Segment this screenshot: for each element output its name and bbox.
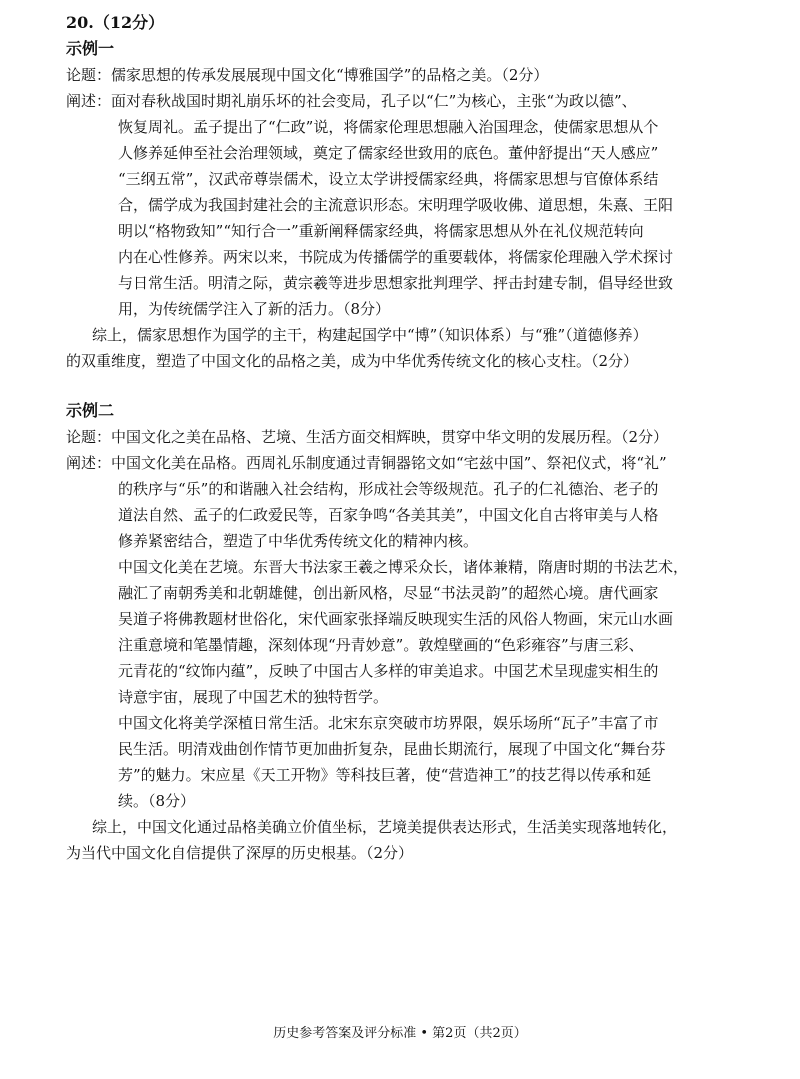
example-two-paragraph-life (66, 710, 756, 814)
argument-line: “三纲五常”，汉武帝尊崇儒术，设立太学讲授儒家经典，将儒家思想与官僚体系结 (118, 170, 659, 188)
paragraph-line: 融汇了南朝秀美和北朝雄健，创出新风格，尽显“书法灵韵”的超然心境。唐代画家 (118, 584, 659, 602)
example-one-title: 示例一 (66, 39, 115, 58)
argument-line: 明以“格物致知”“知行合一”重新阐释儒家经典，将儒家思想从外在礼仪规范转向 (118, 222, 644, 240)
paragraph-line: 注重意境和笔墨情趣，深刻体现“丹青妙意”。敦煌壁画的“色彩雍容”与唐三彩、 (118, 636, 644, 654)
argument-line: 合，儒学成为我国封建社会的主流意识形态。宋明理学吸收佛、道思想，朱熹、王阳 (118, 196, 674, 214)
example-two-thesis: 论题：中国文化之美在品格、艺境、生活方面交相辉映，贯穿中华文明的发展历程。（2分） (66, 428, 669, 446)
paragraph-line: 元青花的“纹饰内蕴”，反映了中国古人多样的审美追求。中国艺术呈现虚实相生的 (118, 662, 659, 680)
paragraph-line: 民生活。明清戏曲创作情节更加曲折复杂，昆曲长期流行，展现了中国文化“舞台芬 (118, 740, 666, 758)
paragraph-line: 中国文化美在艺境。东晋大书法家王羲之博采众长，诸体兼精，隋唐时期的书法艺术， (118, 558, 689, 576)
argument-line: 人修养延伸至社会治理领域，奠定了儒家经世致用的底色。董仲舒提出“天人感应” (118, 144, 659, 162)
question-number-score: 20.（12分） (66, 13, 165, 32)
example-two-title: 示例二 (66, 401, 115, 420)
paragraph-line: 诗意宇宙，展现了中国艺术的独特哲学。 (118, 688, 389, 706)
conclusion-line: 的双重维度，塑造了中国文化的品格之美，成为中华优秀传统文化的核心支柱。（2分） (66, 352, 639, 370)
argument-line: 与日常生活。明清之际，黄宗羲等进步思想家批判理学、抨击封建专制，倡导经世致 (118, 274, 674, 292)
example-two-paragraph-character (66, 450, 756, 554)
paragraph-line: 续。（8分） (118, 792, 196, 810)
paragraph-line: 阐述：中国文化美在品格。西周礼乐制度通过青铜器铭文如“宅兹中国”、祭祀仪式，将“礼” (66, 454, 667, 472)
argument-line: 恢复周礼。孟子提出了“仁政”说，将儒家伦理思想融入治国理念，使儒家思想从个 (118, 118, 659, 136)
paragraph-line: 修养紧密结合，塑造了中华优秀传统文化的精神内核。 (118, 532, 479, 550)
example-one-conclusion (66, 322, 756, 374)
conclusion-line: 综上，中国文化通过品格美确立价值坐标，艺境美提供表达形式，生活美实现落地转化， (92, 818, 678, 836)
paragraph-line: 芳”的魅力。宋应星《天工开物》等科技巨著，使“营造神工”的技艺得以传承和延 (118, 766, 652, 784)
argument-line: 内在心性修养。两宋以来，书院成为传播儒学的重要载体，将儒家伦理融入学术探讨 (118, 248, 674, 266)
argument-line: 阐述：面对春秋战国时期礼崩乐坏的社会变局，孔子以“仁”为核心，主张“为政以德”、 (66, 92, 637, 110)
argument-line: 用，为传统儒学注入了新的活力。（8分） (118, 300, 391, 318)
example-two-conclusion (66, 814, 756, 866)
example-one-argument (66, 88, 756, 322)
paragraph-line: 吴道子将佛教题材世俗化，宋代画家张择端反映现实生活的风俗人物画，宋元山水画 (118, 610, 674, 628)
page-footer: 历史参考答案及评分标准 • 第2页（共2页） (273, 1026, 527, 1041)
example-two-paragraph-art (66, 554, 756, 710)
conclusion-line: 综上，儒家思想作为国学的主干，构建起国学中“博”（知识体系）与“雅”（道德修养） (92, 326, 648, 344)
example-one-thesis: 论题：儒家思想的传承发展展现中国文化“博雅国学”的品格之美。（2分） (66, 66, 549, 84)
example-two-section (66, 398, 756, 866)
paragraph-line: 中国文化将美学深植日常生活。北宋东京突破市坊界限，娱乐场所“瓦子”丰富了市 (118, 714, 659, 732)
conclusion-line: 为当代中国文化自信提供了深厚的历史根基。（2分） (66, 844, 414, 862)
example-one-section (66, 36, 756, 374)
paragraph-line: 道法自然、孟子的仁政爱民等，百家争鸣“各美其美”，中国文化自古将审美与人格 (118, 506, 659, 524)
paragraph-line: 的秩序与“乐”的和谐融入社会结构，形成社会等级规范。孔子的仁礼德治、老子的 (118, 480, 659, 498)
